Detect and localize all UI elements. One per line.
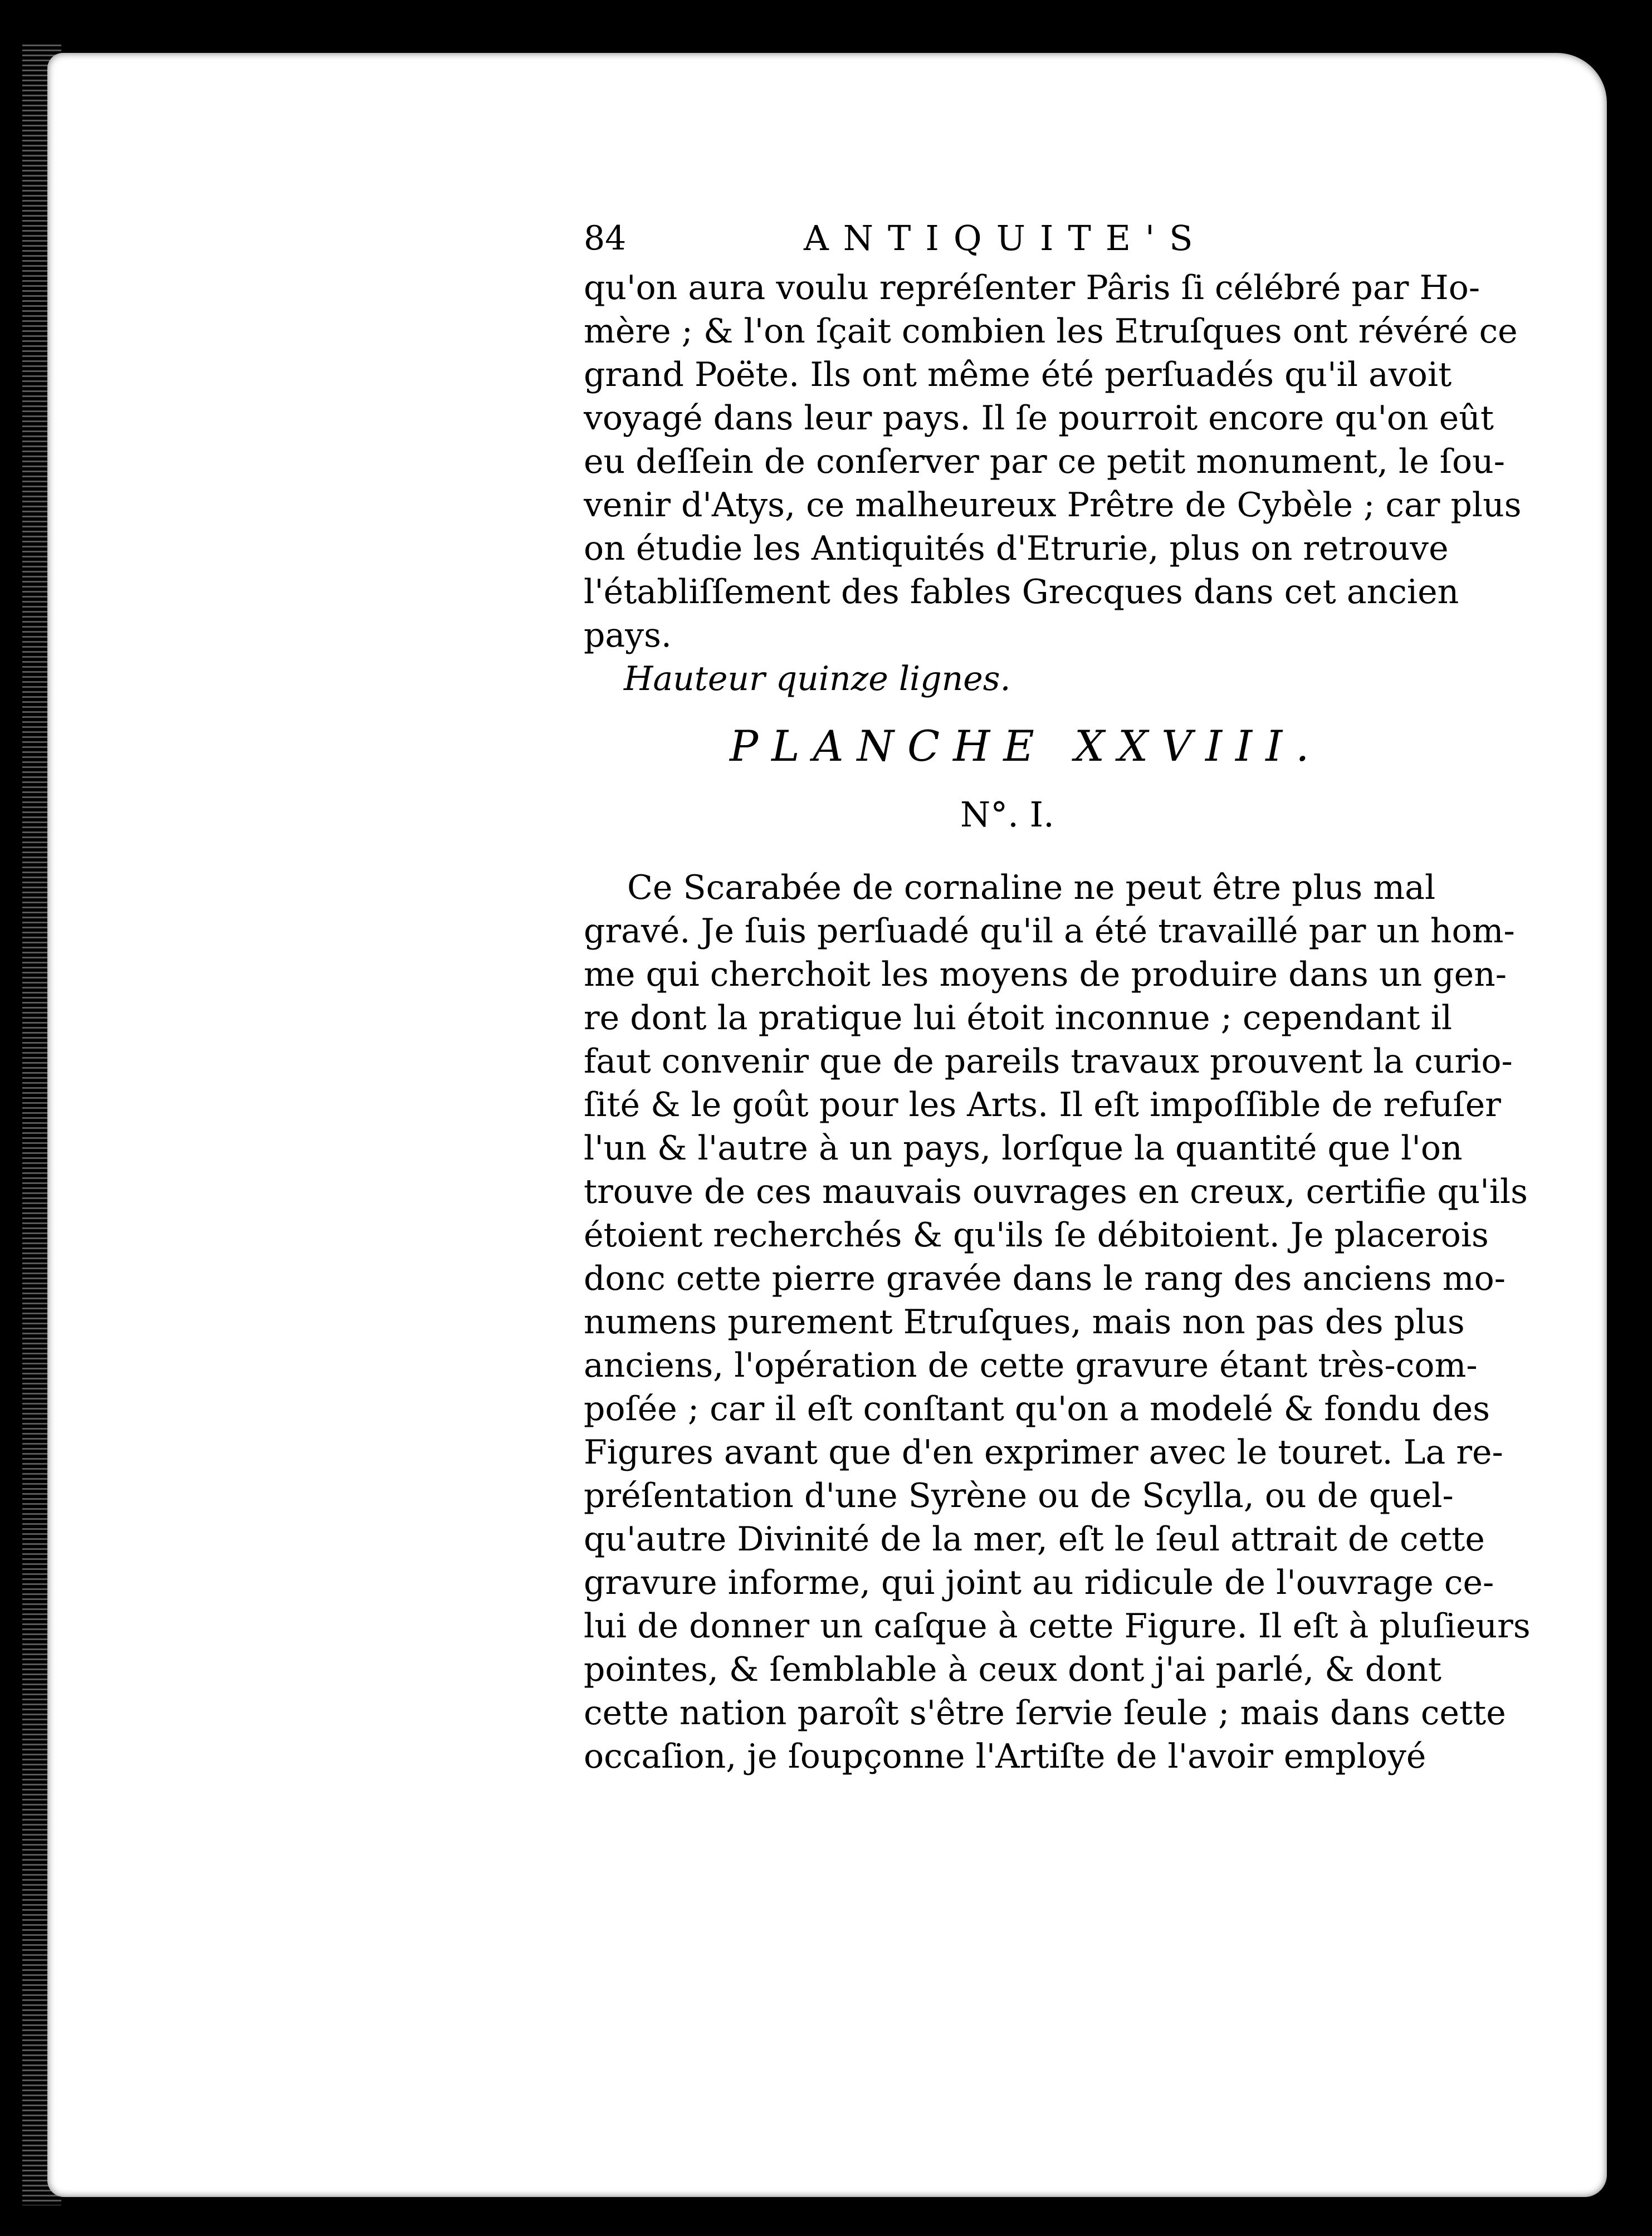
text-line: lui de donner un caſque à cette Figure. Il eſt à pluſieurs [584,1607,1531,1646]
text-line: on étudie les Antiquités d'Etrurie, plus on retrouve [584,529,1449,568]
dimension-note: Hauteur quinze lignes. [624,659,1011,698]
page-text-block [584,211,1531,1778]
text-line: qu'autre Divinité de la mer, eſt le ſeul attrait de cette [584,1520,1485,1559]
text-line: mère ; & l'on ſçait combien les Etruſques ont révéré ce [584,312,1518,351]
text-line: l'un & l'autre à un pays, lorſque la quantité que l'on [584,1129,1463,1168]
text-line: re dont la pratique lui étoit inconnue ; cependant il [584,999,1453,1038]
text-line: poſée ; car il eſt conſtant qu'on a modelé & fondu des [584,1389,1490,1428]
text-line: donc cette pierre gravée dans le rang des anciens mo- [584,1259,1506,1298]
running-title: ANTIQUITE'S [804,218,1208,258]
page-number: 84 [584,219,627,258]
text-line: voyagé dans leur pays. Il ſe pourroit encore qu'on eût [584,399,1494,438]
plate-title: PLANCHE XXVIII. [730,721,1323,771]
running-head [584,211,1415,266]
text-line: pays. [584,616,672,655]
text-line: préſentation d'une Syrène ou de Scylla, ou de quel- [584,1476,1454,1515]
text-line: gravure informe, qui joint au ridicule de l'ouvrage ce- [584,1563,1494,1602]
text-line: Figures avant que d'en exprimer avec le touret. La re- [584,1433,1503,1472]
text-line: numens purement Etruſques, mais non pas des plus [584,1303,1465,1342]
paragraph-1 [584,266,1522,657]
text-line: anciens, l'opération de cette gravure étant très-com- [584,1346,1478,1385]
text-line: ſité & le goût pour les Arts. Il eſt impoſſible de refuſer [584,1085,1501,1124]
text-line: pointes, & ſemblable à ceux dont j'ai parlé, & dont [584,1650,1442,1689]
text-line: l'établiſſement des fables Grecques dans cet ancien [584,573,1459,611]
text-line: Ce Scarabée de cornaline ne peut être plus mal [627,868,1436,907]
text-line: qu'on aura voulu repréſenter Pâris ſi célébré par Ho- [584,268,1480,307]
text-line: occaſion, je ſoupçonne l'Artiſte de l'avoir employé [584,1737,1426,1776]
text-line: venir d'Atys, ce malheureux Prêtre de Cybèle ; car plus [584,486,1522,525]
paragraph-2 [584,866,1531,1778]
text-line: trouve de ces mauvais ouvrages en creux, certifie qu'ils [584,1172,1528,1211]
text-line: faut convenir que de pareils travaux prouvent la curio- [584,1042,1513,1081]
plate-number: N°. I. [960,794,1054,835]
text-line: cette nation paroît s'être ſervie ſeule ; mais dans cette [584,1694,1506,1733]
text-line: étoient recherchés & qu'ils ſe débitoient. Je placerois [584,1216,1489,1255]
text-line: me qui cherchoit les moyens de produire dans un gen- [584,955,1507,994]
text-line: gravé. Je ſuis perſuadé qu'il a été travaillé par un hom- [584,912,1515,951]
text-line: eu deſſein de conſerver par ce petit monument, le ſou- [584,442,1506,481]
text-line: grand Poëte. Ils ont même été perſuadés qu'il avoit [584,355,1452,394]
